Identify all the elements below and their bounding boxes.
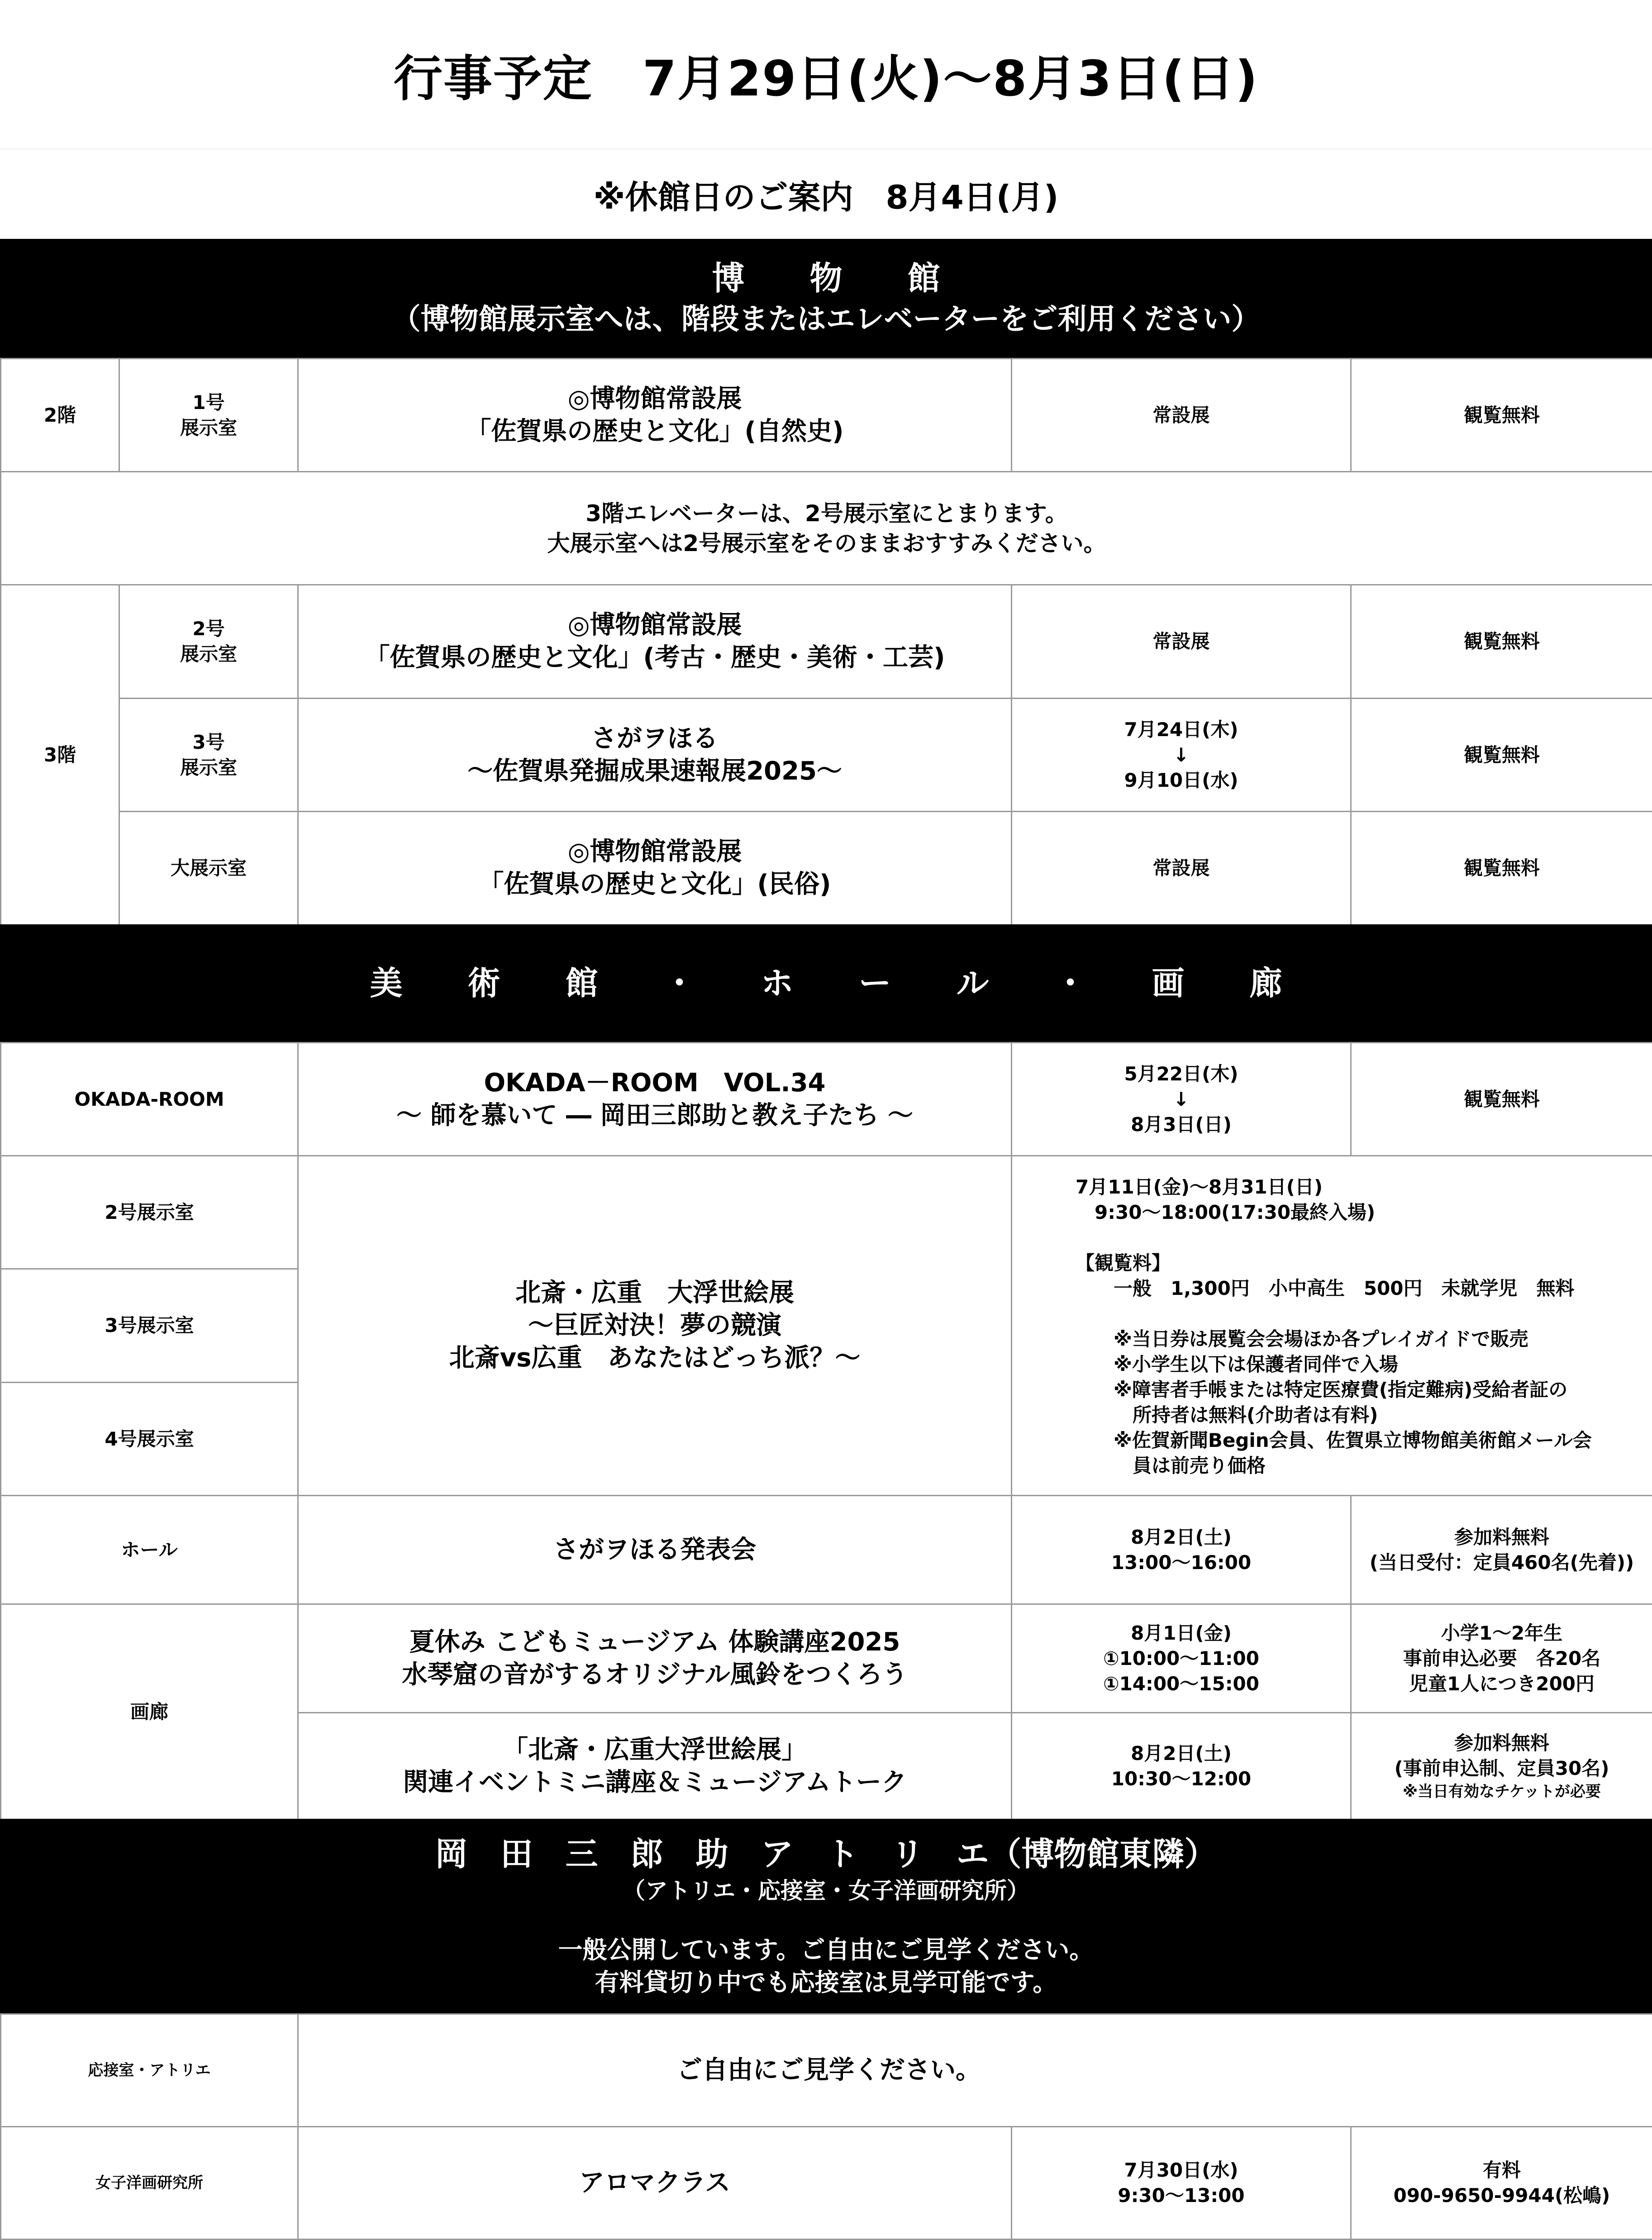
- table-row: [1, 812, 1652, 925]
- period-cell: 5月22日(木) ↓ 8月3日(日): [1012, 1043, 1351, 1156]
- okada-note-2: 有料貸切り中でも応接室は見学可能です。: [595, 1966, 1057, 1999]
- period-cell: 8月1日(金) ①10:00～11:00 ①14:00～15:00: [1012, 1604, 1351, 1713]
- okada-table: [0, 2013, 1652, 2240]
- period-cell: 常設展: [1012, 359, 1351, 472]
- closed-day-notice: ※休館日のご案内 8月4日(月): [0, 149, 1652, 240]
- page-title: 行事予定 7月29日(火)～8月3日(日): [0, 0, 1652, 149]
- okada-subheading: （アトリエ・応接室・女子洋画研究所）: [623, 1875, 1029, 1907]
- arrow-down-icon: ↓: [1017, 742, 1346, 768]
- room-cell: 画廊: [1, 1604, 298, 1820]
- room-cell: OKADA-ROOM: [1, 1043, 298, 1156]
- arrow-down-icon: ↓: [1017, 1087, 1346, 1112]
- table-row: [1, 1496, 1652, 1604]
- fee-cell: 参加料無料 (当日受付：定員460名(先着)): [1351, 1496, 1652, 1604]
- table-row: [1, 585, 1652, 699]
- fee-cell: 観覧無料: [1351, 585, 1652, 699]
- exhibit-title-cell: ◎博物館常設展 「佐賀県の歴史と文化」(自然史): [298, 359, 1012, 472]
- museum-section-header: [0, 239, 1652, 358]
- fee-cell: 有料 090-9650-9944(松嶋): [1351, 2127, 1652, 2240]
- period-cell: 8月2日(土) 13:00～16:00: [1012, 1496, 1351, 1604]
- room-cell: 大展示室: [119, 812, 298, 925]
- exhibit-title-cell: 北斎・広重 大浮世絵展 ～巨匠対決！夢の競演 北斎vs広重 あなたはどっち派？～: [298, 1156, 1012, 1496]
- museum-heading: 博 物 館: [712, 257, 940, 299]
- fee-cell: 小学1～2年生 事前申込必要 各20名 児童1人につき200円: [1351, 1604, 1652, 1713]
- visit-note-cell: ご自由にご見学ください。: [298, 2014, 1652, 2127]
- elevator-note: 3階エレベーターは、2号展示室にとまります。 大展示室へは2号展示室をそのままおすすみください。: [1, 472, 1652, 585]
- room-cell: 1号 展示室: [119, 359, 298, 472]
- table-row: [1, 472, 1652, 585]
- period-cell: 常設展: [1012, 812, 1351, 925]
- art-heading: 美 術 館 ・ ホ ー ル ・ 画 廊: [370, 962, 1282, 1004]
- room-cell: 2号展示室: [1, 1156, 298, 1269]
- table-row: [1, 1156, 1652, 1269]
- table-row: [1, 2127, 1652, 2240]
- room-cell: 応接室・アトリエ: [1, 2014, 298, 2127]
- exhibit-title-cell: さがヲほる発表会: [298, 1496, 1012, 1604]
- room-cell: 2号 展示室: [119, 585, 298, 699]
- room-cell: 3号展示室: [1, 1269, 298, 1383]
- okada-note-1: 一般公開しています。ご自由にご見学ください。: [558, 1934, 1094, 1966]
- okada-section-header: [0, 1819, 1652, 2013]
- museum-table: [0, 358, 1652, 926]
- period-cell: 7月30日(水) 9:30～13:00: [1012, 2127, 1351, 2240]
- period-cell: 7月24日(木) ↓ 9月10日(水): [1012, 699, 1351, 812]
- fee-cell: 観覧無料: [1351, 359, 1652, 472]
- exhibit-title-cell: 「北斎・広重大浮世絵展」 関連イベントミニ講座＆ミュージアムトーク: [298, 1713, 1012, 1820]
- room-cell: 女子洋画研究所: [1, 2127, 298, 2240]
- exhibit-title-cell: OKADA－ROOM VOL.34 ～ 師を慕いて ― 岡田三郎助と教え子たち ～: [298, 1043, 1012, 1156]
- okada-heading: 岡 田 三 郎 助 ア ト リ エ（博物館東隣）: [435, 1833, 1217, 1875]
- room-cell: 3号 展示室: [119, 699, 298, 812]
- exhibit-title-cell: ◎博物館常設展 「佐賀県の歴史と文化」(民俗): [298, 812, 1012, 925]
- museum-subheading: （博物館展示室へは、階段またはエレベーターをご利用ください）: [392, 299, 1261, 340]
- table-row: [1, 2014, 1652, 2127]
- exhibit-title-cell: ◎博物館常設展 「佐賀県の歴史と文化」(考古・歴史・美術・工芸): [298, 585, 1012, 699]
- floor-cell: 3階: [1, 585, 119, 925]
- table-row: [1, 359, 1652, 472]
- art-table: [0, 1042, 1652, 1820]
- table-row: [1, 699, 1652, 812]
- period-cell: 常設展: [1012, 585, 1351, 699]
- fee-cell: 観覧無料: [1351, 812, 1652, 925]
- room-cell: 4号展示室: [1, 1383, 298, 1496]
- fee-cell: 参加料無料 (事前申込制、定員30名) ※当日有効なチケットが必要: [1351, 1713, 1652, 1820]
- exhibit-title-cell: さがヲほる ～佐賀県発掘成果速報展2025～: [298, 699, 1012, 812]
- period-cell: 8月2日(土) 10:30～12:00: [1012, 1713, 1351, 1820]
- table-row: [1, 1604, 1652, 1713]
- exhibit-info-cell: 7月11日(金)～8月31日(日) 9:30～18:00(17:30最終入場) 【観覧料】 一般 1,300円 小中高生 500円 未就学児 無料 ※当日券は展覧会会場ほか各プレイガイドで販売 ※小学生以下は保護者同伴で入場 ※障害者手帳または特定医療費(指定難病)受給者証の 所持者は無料(介助者は有料) ※佐賀新聞Begin会員、佐賀県立博物館美術館メール会 員は前売り価格: [1012, 1156, 1652, 1496]
- exhibit-title-cell: 夏休み こどもミュージアム 体験講座2025 水琴窟の音がするオリジナル風鈴をつくろう: [298, 1604, 1012, 1713]
- fee-cell: 観覧無料: [1351, 699, 1652, 812]
- fee-cell: 観覧無料: [1351, 1043, 1652, 1156]
- exhibit-title-cell: アロマクラス: [298, 2127, 1012, 2240]
- room-cell: ホール: [1, 1496, 298, 1604]
- art-section-header: [0, 924, 1652, 1042]
- floor-cell: 2階: [1, 359, 119, 472]
- table-row: [1, 1043, 1652, 1156]
